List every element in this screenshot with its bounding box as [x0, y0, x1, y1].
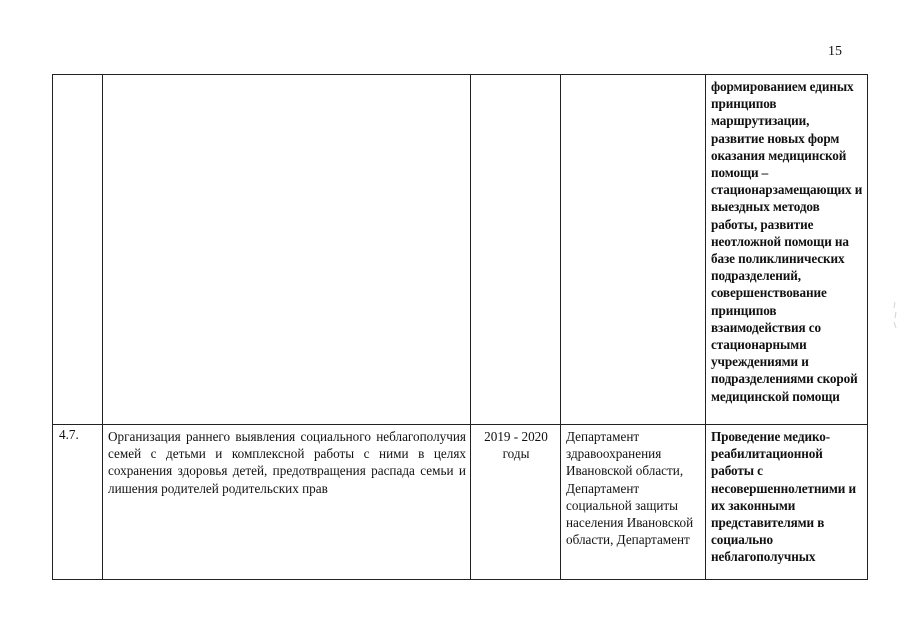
result-cell: формированием единых принципов маршрутизации, развитие новых форм оказания медицинской помощи – стационарзамещающих и выездных методов работы, развитие неотложной помощи на базе поликлинических подразделений, совершенствование принципов взаимодействия со стационарными учреждениями и подразделениями скорой медицинской помощи [706, 75, 868, 425]
result-cell: Проведение медико-реабилитационной работы с несовершеннолетними и их законными представителями в социально неблагополучных [706, 425, 868, 580]
executor-cell: Департамент здравоохранения Ивановской области, Департамент социальной защиты населения Ивановской области, Департамент [561, 425, 706, 580]
executor-cell [561, 75, 706, 425]
period-cell: 2019 - 2020 годы [471, 425, 561, 580]
table-row [53, 75, 868, 425]
activity-cell [103, 75, 471, 425]
scan-artifact-mark [891, 300, 899, 330]
row-number-cell [53, 75, 103, 425]
row-number-cell: 4.7. [53, 425, 103, 580]
activity-cell: Организация раннего выявления социального неблагополучия семей с детьми и комплексной работы с ними в целях сохранения здоровья детей, предотвращения распада семьи и лишения родителей родительских прав [103, 425, 471, 580]
page-number: 15 [828, 44, 842, 59]
table-row [53, 425, 868, 580]
period-cell [471, 75, 561, 425]
activity-table [52, 74, 868, 580]
